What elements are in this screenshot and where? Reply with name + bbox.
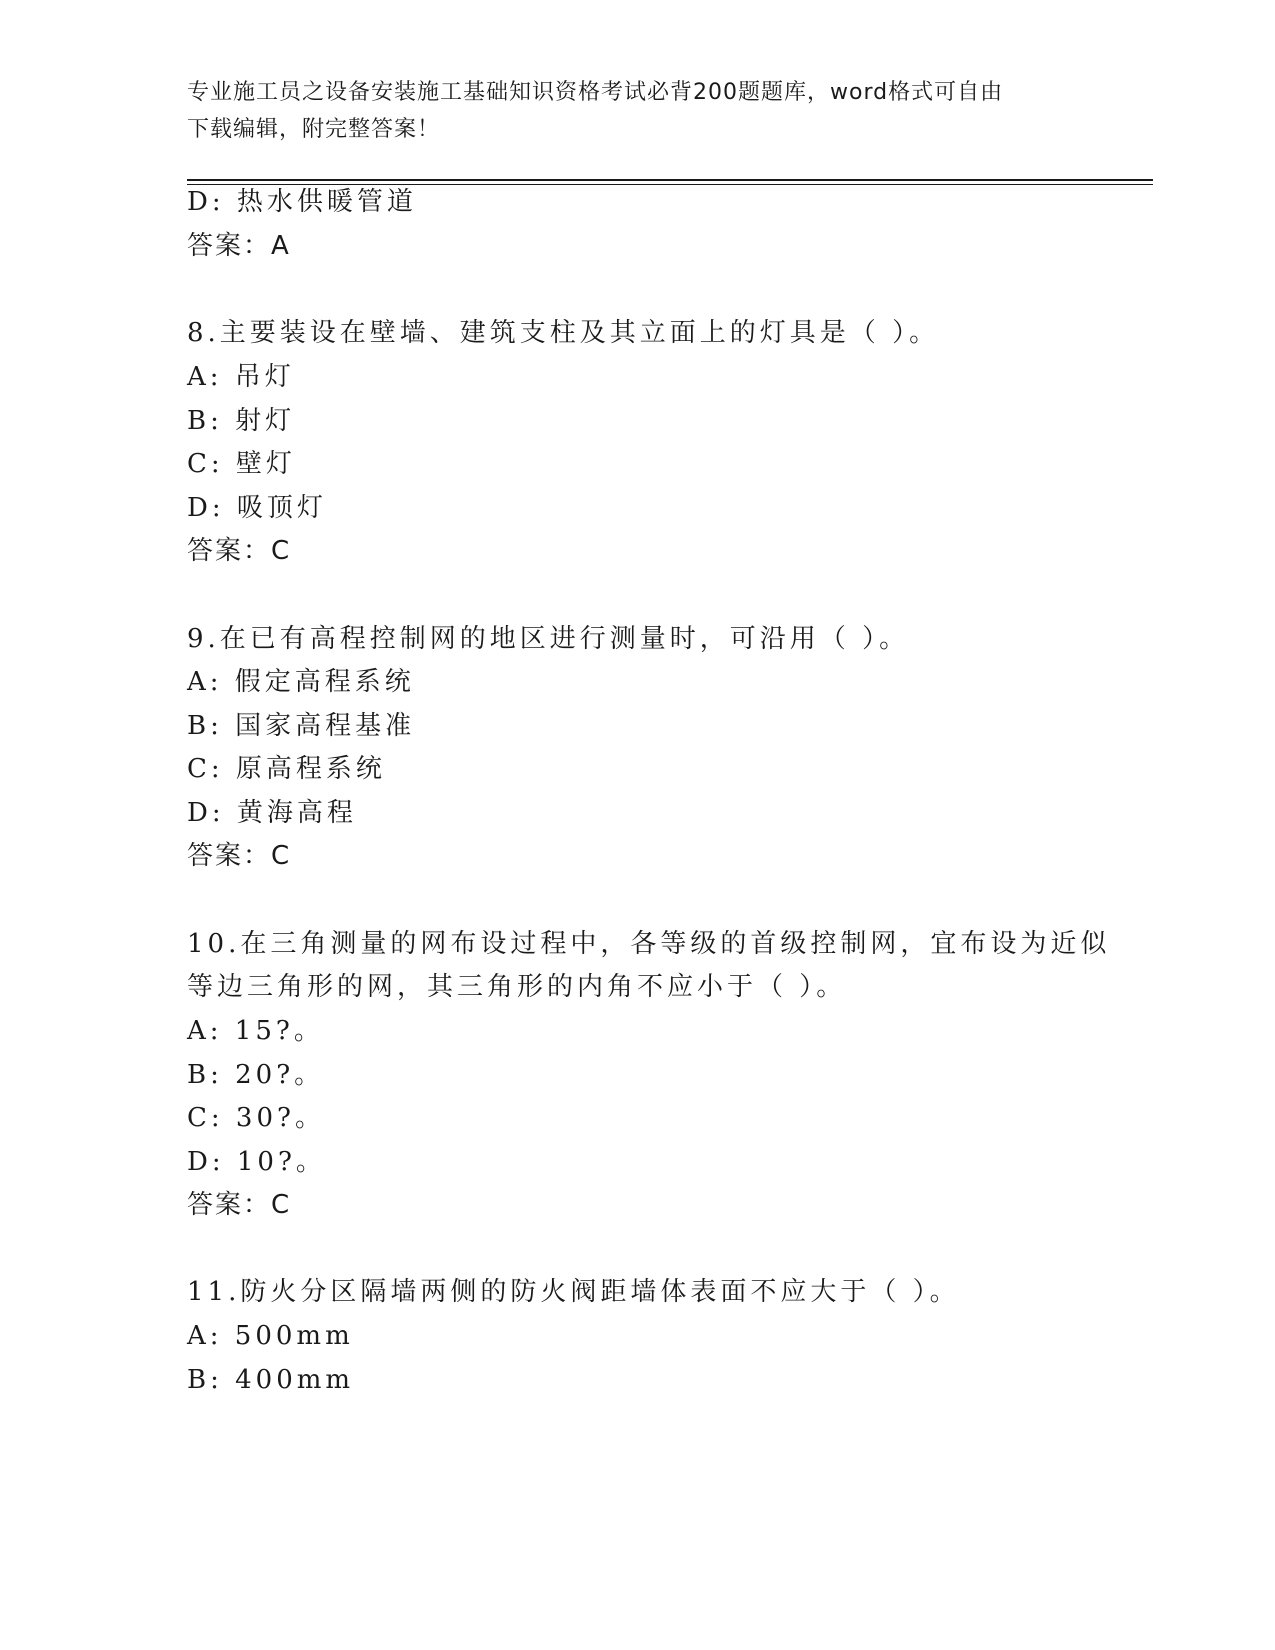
q10-answer: 答案：C: [187, 1190, 292, 1220]
q10-option-b: B: 20?。: [187, 1060, 325, 1090]
q9-question: 9.在已有高程控制网的地区进行测量时，可沿用（ ）。: [187, 624, 910, 654]
q9-option-c: C: 原高程系统: [187, 754, 386, 784]
header-divider-thick: [187, 179, 1153, 181]
q8-question: 8.主要装设在壁墙、建筑支柱及其立面上的灯具是（ ）。: [187, 318, 940, 348]
q8-option-a: A: 吊灯: [187, 362, 295, 392]
header-divider-thin: [187, 184, 1153, 185]
prev-option-d: D: 热水供暖管道: [187, 187, 417, 217]
q10-question-line-2: 等边三角形的网，其三角形的内角不应小于（ ）。: [187, 972, 847, 1002]
q10-question-line-1: 10.在三角测量的网布设过程中，各等级的首级控制网，宜布设为近似: [187, 929, 1111, 959]
q10-option-d: D: 10?。: [187, 1147, 326, 1177]
q8-option-c: C: 壁灯: [187, 449, 296, 479]
q8-option-b: B: 射灯: [187, 406, 296, 436]
q9-option-a: A: 假定高程系统: [187, 667, 415, 697]
q10-option-a: A: 15?。: [187, 1016, 324, 1046]
document-header: [187, 74, 1087, 148]
prev-answer: 答案：A: [187, 231, 291, 261]
q9-option-d: D: 黄海高程: [187, 798, 357, 828]
q8-answer: 答案：C: [187, 536, 292, 566]
q11-option-b: B: 400mm: [187, 1365, 355, 1395]
header-title-line-2: 下载编辑，附完整答案！: [187, 117, 441, 142]
q9-answer: 答案：C: [187, 841, 292, 871]
q10-option-c: C: 30?。: [187, 1103, 325, 1133]
q9-option-b: B: 国家高程基准: [187, 711, 416, 741]
header-title-line-1: 专业施工员之设备安装施工基础知识资格考试必背200题题库，word格式可自由: [187, 80, 1004, 105]
q11-option-a: A: 500mm: [187, 1321, 354, 1351]
q11-question: 11.防火分区隔墙两侧的防火阀距墙体表面不应大于（ ）。: [187, 1277, 960, 1307]
q8-option-d: D: 吸顶灯: [187, 493, 327, 523]
